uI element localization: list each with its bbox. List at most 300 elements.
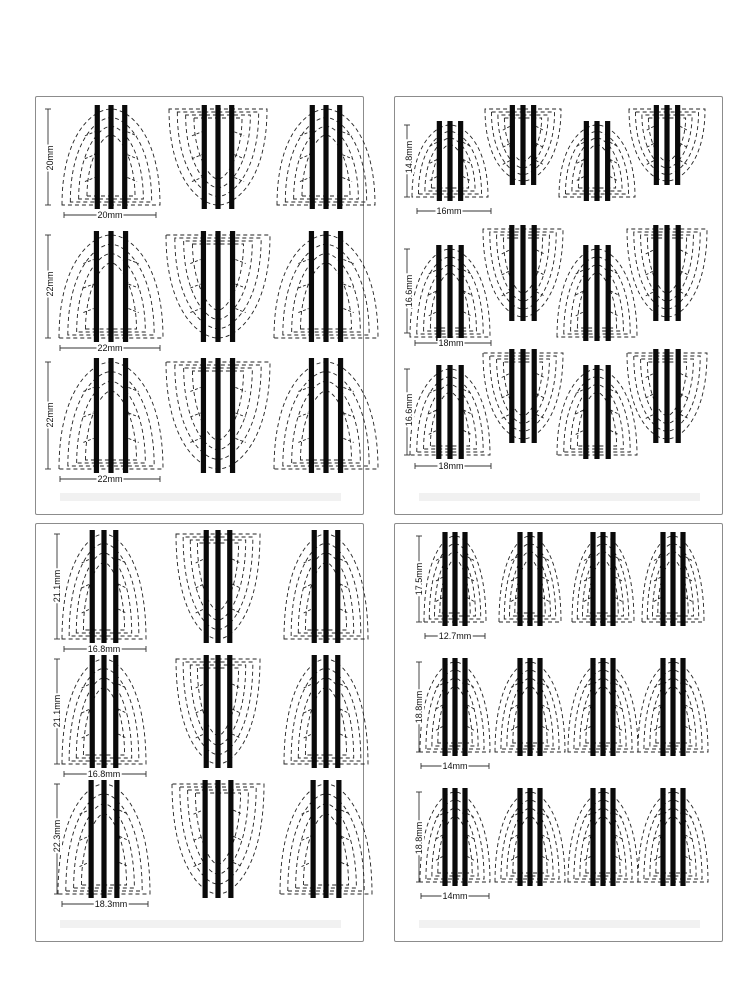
nail-guide-tick xyxy=(85,132,95,136)
nail-guide-tick xyxy=(654,726,661,730)
stripe-bar xyxy=(537,532,542,626)
nail-guide-tick xyxy=(467,683,474,687)
nail-guide-tick xyxy=(584,856,591,860)
nail-guide-tick xyxy=(576,312,584,316)
stripe-bar xyxy=(123,231,128,342)
width-label: 18mm xyxy=(438,461,464,471)
nail-guide-tick xyxy=(232,709,240,713)
width-label: 18.3mm xyxy=(94,899,128,909)
nail-guide-tick xyxy=(436,597,443,601)
nail-guide-tick xyxy=(83,309,93,313)
stripe-bar xyxy=(227,530,232,643)
nail-guide-tick xyxy=(647,126,654,130)
nail-guide-tick xyxy=(196,734,204,738)
width-label: 18mm xyxy=(438,338,464,348)
sheet-2-artwork xyxy=(395,97,724,516)
height-label: 20mm xyxy=(45,145,55,171)
stripe-bar xyxy=(660,788,665,886)
nail-guide-tick xyxy=(646,394,654,398)
nail-guide-tick xyxy=(511,856,518,860)
nail-guide-tick xyxy=(685,856,692,860)
nail-stencil-shape xyxy=(420,658,490,756)
nail-guide-tick xyxy=(436,705,443,709)
nail-guide-tick xyxy=(685,726,692,730)
nail-guide-tick xyxy=(436,683,443,687)
stripe-bar xyxy=(215,105,220,209)
stripe-bar xyxy=(654,105,659,185)
stripe-bar xyxy=(517,658,522,756)
sheet-footer-watermark xyxy=(419,493,700,501)
nail-guide-tick xyxy=(128,387,138,391)
stripe-bar xyxy=(670,658,675,756)
stripe-bar xyxy=(452,658,457,756)
stripe-bar xyxy=(606,245,611,341)
nail-guide-tick xyxy=(128,438,138,442)
stripe-bar xyxy=(323,530,328,643)
stripe-bar xyxy=(594,121,599,201)
nail-guide-tick xyxy=(502,373,510,377)
nail-guide-tick xyxy=(300,178,310,182)
nail-guide-tick xyxy=(584,556,591,560)
nail-guide-tick xyxy=(196,609,204,613)
nail-guide-tick xyxy=(128,309,138,313)
nail-guide-tick xyxy=(536,250,544,254)
nail-guide-tick xyxy=(234,178,244,182)
nail-guide-tick xyxy=(654,856,661,860)
stripe-bar xyxy=(462,532,467,626)
nail-stencil-shape xyxy=(495,658,565,756)
nail-guide-tick xyxy=(190,438,200,442)
nail-guide-tick xyxy=(83,387,93,391)
stripe-bar xyxy=(459,245,464,341)
stripe-bar xyxy=(676,225,681,321)
nail-stencil-shape xyxy=(62,105,160,209)
height-label: 18.8mm xyxy=(414,690,424,724)
nail-guide-tick xyxy=(85,178,95,182)
nail-guide-tick xyxy=(536,373,544,377)
nail-guide-tick xyxy=(577,176,584,180)
width-label: 16.8mm xyxy=(87,769,121,779)
nail-stencil-shape xyxy=(483,349,563,443)
nail-guide-tick xyxy=(190,387,200,391)
nail-guide-tick xyxy=(341,836,350,840)
sticker-sheet-3 xyxy=(35,523,364,942)
nail-stencil-shape xyxy=(410,245,490,341)
sheet-4-artwork xyxy=(395,524,724,943)
stripe-bar xyxy=(520,105,525,185)
nail-stencil-shape xyxy=(166,358,270,473)
nail-stencil-shape xyxy=(485,105,561,185)
nail-guide-tick xyxy=(584,683,591,687)
stripe-bar xyxy=(462,658,467,756)
stripe-bar xyxy=(606,365,611,459)
nail-guide-tick xyxy=(196,559,204,563)
nail-guide-tick xyxy=(463,270,471,274)
sheet-1-artwork xyxy=(36,97,365,516)
stripe-bar xyxy=(123,358,128,473)
stripe-bar xyxy=(311,780,316,898)
nail-guide-tick xyxy=(610,430,618,434)
nail-guide-tick xyxy=(576,270,584,274)
nail-guide-tick xyxy=(511,556,518,560)
nail-guide-tick xyxy=(646,250,654,254)
nail-guide-tick xyxy=(298,260,308,264)
stripe-bar xyxy=(230,231,235,342)
stripe-bar xyxy=(660,658,665,756)
nail-guide-tick xyxy=(576,410,584,414)
nail-stencil-shape xyxy=(568,658,638,756)
nail-guide-tick xyxy=(232,584,240,588)
stripe-bar xyxy=(323,655,328,768)
nail-guide-tick xyxy=(542,683,549,687)
nail-guide-tick xyxy=(118,559,126,563)
nail-guide-tick xyxy=(343,387,353,391)
stripe-bar xyxy=(337,105,342,209)
stripe-bar xyxy=(680,532,685,626)
stripe-bar xyxy=(101,780,106,898)
stripe-bar xyxy=(509,225,514,321)
nail-guide-tick xyxy=(118,584,126,588)
width-label: 12.7mm xyxy=(438,631,472,641)
nail-stencil-shape xyxy=(62,530,146,643)
nail-guide-tick xyxy=(340,734,348,738)
stripe-bar xyxy=(215,780,220,898)
nail-guide-tick xyxy=(654,813,661,817)
width-label: 22mm xyxy=(97,343,123,353)
stripe-bar xyxy=(95,105,100,209)
nail-guide-tick xyxy=(685,813,692,817)
nail-stencil-shape xyxy=(59,231,163,342)
nail-guide-tick xyxy=(615,726,622,730)
nail-guide-tick xyxy=(340,709,348,713)
nail-guide-tick xyxy=(610,176,617,180)
nail-guide-tick xyxy=(615,856,622,860)
nail-guide-tick xyxy=(654,683,661,687)
nail-guide-tick xyxy=(429,430,437,434)
nail-guide-tick xyxy=(436,856,443,860)
stripe-bar xyxy=(600,532,605,626)
nail-stencil-shape xyxy=(284,655,368,768)
height-label: 17.5mm xyxy=(414,562,424,596)
nail-guide-tick xyxy=(654,556,661,560)
nail-guide-tick xyxy=(536,292,544,296)
nail-stencil-shape xyxy=(627,349,707,443)
stripe-bar xyxy=(338,358,343,473)
nail-guide-tick xyxy=(118,709,126,713)
nail-guide-tick xyxy=(429,312,437,316)
stripe-bar xyxy=(90,530,95,643)
nail-guide-tick xyxy=(340,559,348,563)
nail-guide-tick xyxy=(511,813,518,817)
nail-stencil-shape xyxy=(424,532,486,626)
nail-stencil-shape xyxy=(420,788,490,886)
stripe-bar xyxy=(436,365,441,459)
nail-guide-tick xyxy=(233,836,242,840)
nail-stencil-shape xyxy=(280,780,372,898)
stripe-bar xyxy=(590,532,595,626)
nail-guide-tick xyxy=(340,684,348,688)
nail-guide-tick xyxy=(610,312,618,316)
nail-guide-tick xyxy=(232,684,240,688)
width-label: 16.8mm xyxy=(87,644,121,654)
nail-guide-tick xyxy=(233,810,242,814)
nail-guide-tick xyxy=(576,389,584,393)
nail-guide-tick xyxy=(680,250,688,254)
nail-guide-tick xyxy=(340,584,348,588)
height-label: 21.1mm xyxy=(52,569,62,603)
nail-stencil-shape xyxy=(559,121,635,201)
stripe-bar xyxy=(520,349,525,443)
stripe-bar xyxy=(590,788,595,886)
stripe-bar xyxy=(201,231,206,342)
stripe-bar xyxy=(605,121,610,201)
nail-guide-tick xyxy=(302,863,311,867)
nail-stencil-shape xyxy=(172,780,264,898)
nail-guide-tick xyxy=(119,836,128,840)
sheet-footer-watermark xyxy=(419,920,700,928)
stripe-bar xyxy=(215,655,220,768)
nail-guide-tick xyxy=(615,577,622,581)
nail-guide-tick xyxy=(511,577,518,581)
nail-guide-tick xyxy=(584,726,591,730)
nail-guide-tick xyxy=(436,813,443,817)
stripe-bar xyxy=(676,349,681,443)
nail-guide-tick xyxy=(304,609,312,613)
stripe-bar xyxy=(108,105,113,209)
nail-stencil-shape xyxy=(638,658,708,756)
nail-guide-tick xyxy=(576,430,584,434)
nail-guide-tick xyxy=(615,813,622,817)
stripe-bar xyxy=(452,788,457,886)
nail-stencil-shape xyxy=(410,365,490,459)
width-label: 16mm xyxy=(436,206,462,216)
nail-guide-tick xyxy=(343,413,353,417)
nail-stencil-shape xyxy=(277,105,375,209)
stripe-bar xyxy=(584,121,589,201)
stripe-bar xyxy=(590,658,595,756)
nail-guide-tick xyxy=(342,132,352,136)
nail-guide-tick xyxy=(542,856,549,860)
nail-guide-tick xyxy=(340,609,348,613)
stripe-bar xyxy=(653,225,658,321)
nail-guide-tick xyxy=(610,389,618,393)
stripe-bar xyxy=(653,349,658,443)
nail-guide-tick xyxy=(467,577,474,581)
nail-guide-tick xyxy=(463,430,471,434)
stripe-bar xyxy=(670,788,675,886)
nail-guide-tick xyxy=(82,684,90,688)
stripe-bar xyxy=(228,780,233,898)
nail-guide-tick xyxy=(511,705,518,709)
nail-guide-tick xyxy=(194,810,203,814)
nail-guide-tick xyxy=(80,810,89,814)
nail-guide-tick xyxy=(343,309,353,313)
nail-guide-tick xyxy=(83,438,93,442)
nail-guide-tick xyxy=(298,309,308,313)
width-label: 14mm xyxy=(442,891,468,901)
sticker-sheet-1 xyxy=(35,96,364,515)
nail-guide-tick xyxy=(119,863,128,867)
stripe-bar xyxy=(114,780,119,898)
stripe-bar xyxy=(101,655,106,768)
height-label: 14.8mm xyxy=(404,140,414,174)
stripe-bar xyxy=(537,788,542,886)
stripe-bar xyxy=(336,780,341,898)
stripe-bar xyxy=(600,788,605,886)
width-label: 14mm xyxy=(442,761,468,771)
stripe-bar xyxy=(527,788,532,886)
nail-guide-tick xyxy=(429,410,437,414)
nail-guide-tick xyxy=(127,132,137,136)
stripe-bar xyxy=(664,225,669,321)
stripe-bar xyxy=(215,231,220,342)
stripe-bar xyxy=(101,530,106,643)
nail-guide-tick xyxy=(467,813,474,817)
stripe-bar xyxy=(509,349,514,443)
nail-stencil-shape xyxy=(58,780,150,898)
height-label: 18.8mm xyxy=(414,821,424,855)
height-label: 22.3mm xyxy=(52,819,62,853)
nail-guide-tick xyxy=(341,863,350,867)
nail-guide-tick xyxy=(502,292,510,296)
nail-stencil-shape xyxy=(176,530,260,643)
height-label: 21.1mm xyxy=(52,694,62,728)
nail-guide-tick xyxy=(127,178,137,182)
nail-guide-tick xyxy=(680,373,688,377)
nail-guide-tick xyxy=(680,126,687,130)
stripe-bar xyxy=(610,788,615,886)
sheet-footer-watermark xyxy=(60,920,341,928)
nail-guide-tick xyxy=(298,438,308,442)
height-label: 22mm xyxy=(45,402,55,428)
nail-stencil-shape xyxy=(572,532,634,626)
stripe-bar xyxy=(583,365,588,459)
nail-stencil-shape xyxy=(284,530,368,643)
sticker-sheet-4 xyxy=(394,523,723,942)
stripe-bar xyxy=(664,105,669,185)
nail-guide-tick xyxy=(128,413,138,417)
nail-guide-tick xyxy=(503,143,510,147)
stripe-bar xyxy=(90,655,95,768)
nail-guide-tick xyxy=(436,835,443,839)
nail-guide-tick xyxy=(234,132,244,136)
nail-guide-tick xyxy=(192,132,202,136)
stripe-bar xyxy=(229,105,234,209)
nail-guide-tick xyxy=(302,810,311,814)
nail-guide-tick xyxy=(118,684,126,688)
nail-stencil-shape xyxy=(274,358,378,473)
nail-guide-tick xyxy=(542,813,549,817)
stripe-bar xyxy=(462,788,467,886)
nail-stencil-shape xyxy=(483,225,563,321)
stripe-bar xyxy=(338,231,343,342)
stripe-bar xyxy=(510,105,515,185)
nail-stencil-shape xyxy=(59,358,163,473)
stripe-bar xyxy=(447,245,452,341)
sheet-3-artwork xyxy=(36,524,365,943)
stripe-bar xyxy=(532,225,537,321)
nail-guide-tick xyxy=(467,597,474,601)
stripe-bar xyxy=(594,245,599,341)
nail-guide-tick xyxy=(467,856,474,860)
stripe-bar xyxy=(452,532,457,626)
nail-guide-tick xyxy=(654,577,661,581)
nail-guide-tick xyxy=(80,863,89,867)
width-label: 22mm xyxy=(97,474,123,484)
height-label: 16.6mm xyxy=(404,393,414,427)
stripe-bar xyxy=(442,658,447,756)
stripe-bar xyxy=(660,532,665,626)
nail-guide-tick xyxy=(304,684,312,688)
nail-guide-tick xyxy=(342,178,352,182)
stripe-bar xyxy=(312,655,317,768)
nail-guide-tick xyxy=(118,609,126,613)
stripe-bar xyxy=(520,225,525,321)
nail-guide-tick xyxy=(511,597,518,601)
stripe-bar xyxy=(94,358,99,473)
stripe-bar xyxy=(527,532,532,626)
nail-stencil-shape xyxy=(499,532,561,626)
nail-guide-tick xyxy=(343,438,353,442)
nail-guide-tick xyxy=(82,559,90,563)
nail-guide-tick xyxy=(304,559,312,563)
nail-guide-tick xyxy=(463,312,471,316)
nail-guide-tick xyxy=(430,176,437,180)
stripe-bar xyxy=(680,658,685,756)
nail-guide-tick xyxy=(577,159,584,163)
height-label: 16.6mm xyxy=(404,274,414,308)
stripe-bar xyxy=(230,358,235,473)
stripe-bar xyxy=(312,530,317,643)
stripe-bar xyxy=(680,788,685,886)
nail-guide-tick xyxy=(235,387,245,391)
stripe-bar xyxy=(594,365,599,459)
stripe-bar xyxy=(442,532,447,626)
nail-guide-tick xyxy=(304,734,312,738)
nail-stencil-shape xyxy=(557,245,637,341)
nail-guide-tick xyxy=(196,684,204,688)
nail-guide-tick xyxy=(429,270,437,274)
nail-guide-tick xyxy=(118,734,126,738)
nail-guide-tick xyxy=(436,556,443,560)
nail-guide-tick xyxy=(647,143,654,147)
nail-guide-tick xyxy=(511,726,518,730)
stripe-bar xyxy=(323,780,328,898)
nail-guide-tick xyxy=(536,126,543,130)
stripe-bar xyxy=(215,530,220,643)
nail-guide-tick xyxy=(610,270,618,274)
nail-guide-tick xyxy=(298,387,308,391)
stripe-bar xyxy=(335,655,340,768)
stripe-bar xyxy=(517,532,522,626)
nail-guide-tick xyxy=(646,373,654,377)
stripe-bar xyxy=(670,532,675,626)
stripe-bar xyxy=(203,780,208,898)
nail-stencil-shape xyxy=(166,231,270,342)
stripe-bar xyxy=(583,245,588,341)
sticker-sheet-2 xyxy=(394,96,723,515)
stripe-bar xyxy=(664,349,669,443)
stripe-bar xyxy=(459,365,464,459)
nail-guide-tick xyxy=(654,597,661,601)
stripe-bar xyxy=(215,358,220,473)
stripe-bar xyxy=(89,780,94,898)
stripe-bar xyxy=(202,105,207,209)
nail-stencil-shape xyxy=(568,788,638,886)
nail-stencil-shape xyxy=(62,655,146,768)
nail-guide-tick xyxy=(654,835,661,839)
stripe-bar xyxy=(113,655,118,768)
